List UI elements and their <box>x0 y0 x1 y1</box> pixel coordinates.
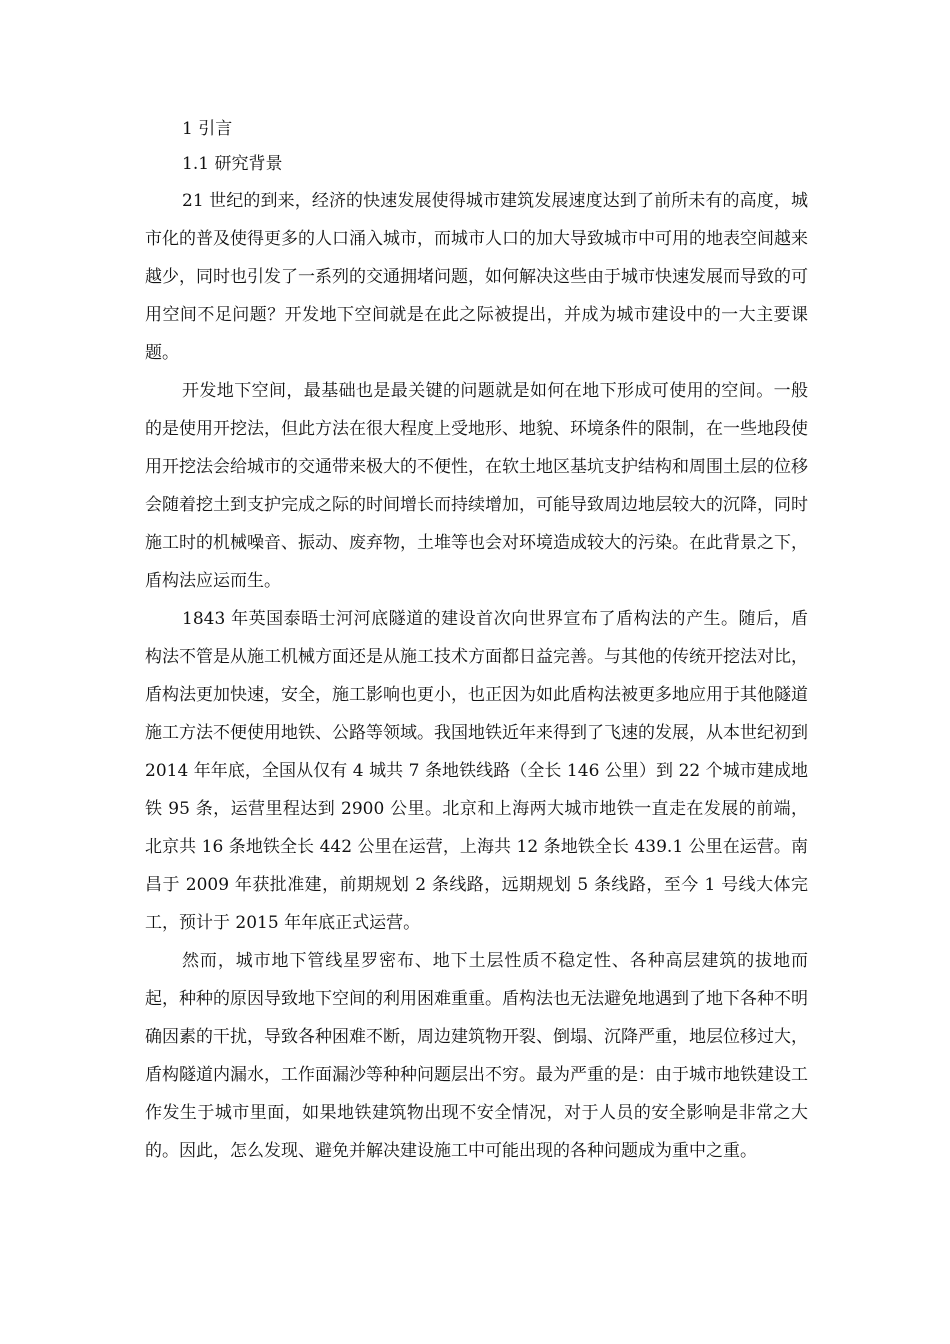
paragraph-underground-space: 开发地下空间，最基础也是最关键的问题就是如何在地下形成可使用的空间。一般的是使用开挖法，但此方法在很大程度上受地形、地貌、环境条件的限制，在一些地段使用开挖法会给城市的交通带来极大的不便性，在软土地区基坑支护结构和周围土层的位移会随着挖土到支护完成之际的时间增长而持续增加，可能导致周边地层较大的沉降，同时施工时的机械噪音、振动、废弃物，土堆等也会对环境造成较大的污染。在此背景之下，盾构法应运而生。 <box>145 381 808 591</box>
paragraph-shield-method-history: 1843 年英国泰晤士河河底隧道的建设首次向世界宣布了盾构法的产生。随后，盾构法不管是从施工机械方面还是从施工技术方面都日益完善。与其他的传统开挖法对比，盾构法更加快速，安全，施工影响也更小，也正因为如此盾构法被更多地应用于其他隧道施工方法不便使用地铁、公路等领域。我国地铁近年来得到了飞速的发展，从本世纪初到 2014 年年底，全国从仅有 4 城共 7 条地铁线路（全长 146 公里）到 22 个城市建成地铁 95 条，运营里程达到 2900 公里。北京和上海两大城市地铁一直走在发展的前端，北京共 16 条地铁全长 442 公里在运营，上海共 12 条地铁全长 439.1 公里在运营。南昌于 2009 年获批准建，前期规划 2 条线路，远期规划 5 条线路，至今 1 号线大体完工，预计于 2015 年年底正式运营。 <box>145 609 808 933</box>
paragraph-construction-problems: 然而，城市地下管线星罗密布、地下土层性质不稳定性、各种高层建筑的拔地而起，种种的原因导致地下空间的利用困难重重。盾构法也无法避免地遇到了地下各种不明确因素的干扰，导致各种困难不断，周边建筑物开裂、倒塌、沉降严重，地层位移过大，盾构隧道内漏水，工作面漏沙等种种问题层出不穷。最为严重的是：由于城市地铁建设工作发生于城市里面，如果地铁建筑物出现不安全情况，对于人员的安全影响是非常之大的。因此，怎么发现、避免并解决建设施工中可能出现的各种问题成为重中之重。 <box>145 951 808 1161</box>
subsection-heading-research-background: 1.1 研究背景 <box>182 154 283 174</box>
section-heading-introduction: 1 引言 <box>182 119 233 139</box>
document-body <box>145 112 808 1170</box>
paragraph-urbanization: 21 世纪的到来，经济的快速发展使得城市建筑发展速度达到了前所未有的高度，城市化的普及使得更多的人口涌入城市，而城市人口的加大导致城市中可用的地表空间越来越少，同时也引发了一系列的交通拥堵问题，如何解决这些由于城市快速发展而导致的可用空间不足问题？开发地下空间就是在此之际被提出，并成为城市建设中的一大主要课题。 <box>145 191 808 363</box>
